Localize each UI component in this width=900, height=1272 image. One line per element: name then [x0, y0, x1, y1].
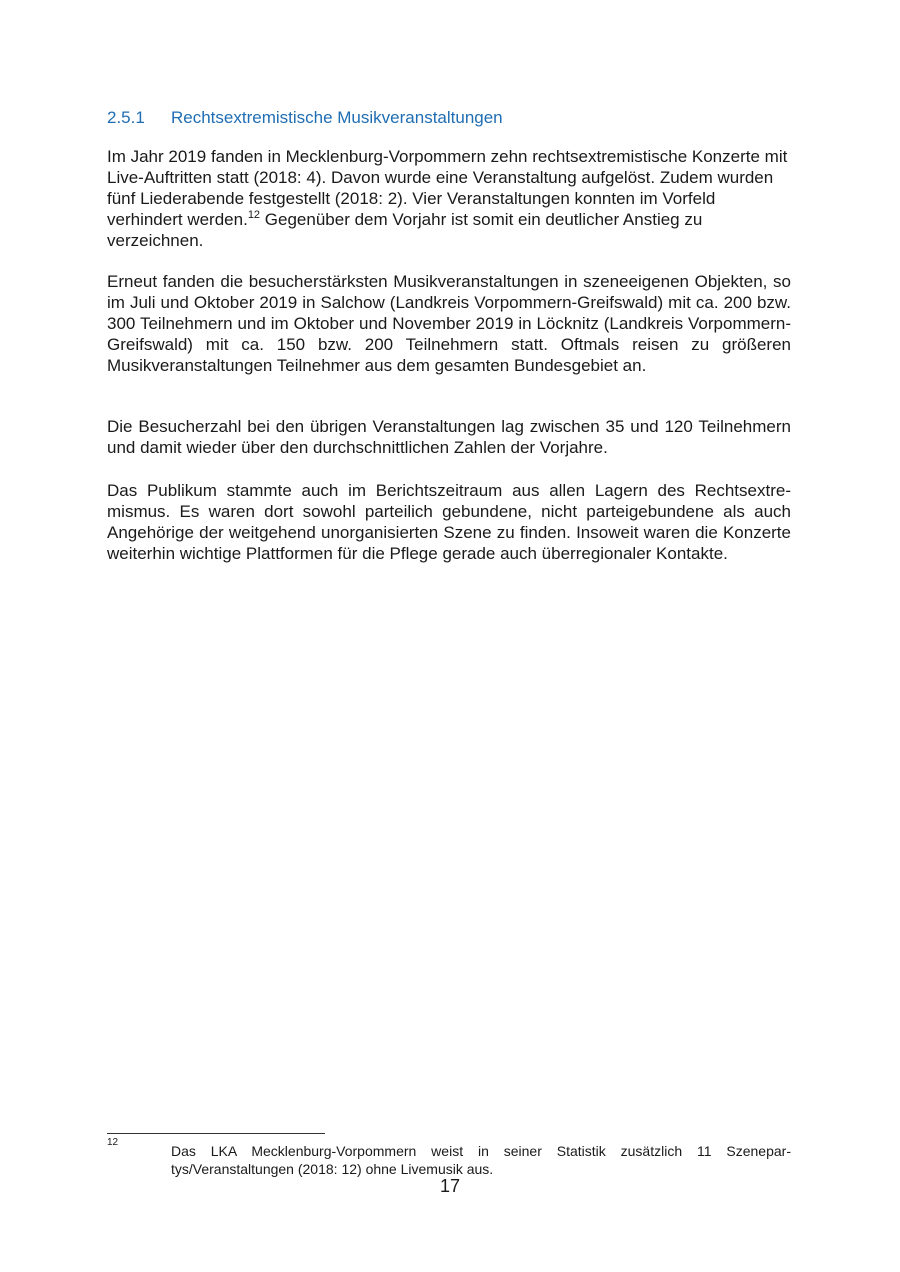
page-number: 17	[439, 1176, 461, 1196]
section-heading	[107, 107, 797, 129]
footnote-mark: 12	[107, 1137, 119, 1148]
paragraph-2: Erneut fanden die besucherstärksten Musikveranstaltungen in szeneeigenen Objekten, so im Juli und Oktober 2019 in Salchow (Landkreis Vorpommern-Greifswald) mit ca. 200 bzw. 300 Teilnehmern und im Oktober und November 2019 in Löcknitz (Landkreis Vorpommern-Greifswald) mit ca. 150 bzw. 200 Teilnehmern statt. Oftmals reisen zu größeren Musikveranstaltungen Teilnehmer aus dem gesamten Bundesgebiet an.	[107, 272, 791, 375]
paragraph-1-text-b: Gegenüber dem Vorjahr ist somit ein deutlicher Anstieg zu verzeichnen.	[107, 210, 703, 250]
paragraph-1-text-a: Im Jahr 2019 fanden in Mecklenburg-Vorpommern zehn rechtsextremistische Konzerte mit Live-Auftritten statt (2018: 4). Davon wurde eine Veranstaltung aufgelöst. Zudem wurden fünf Liederabende festgestellt (2018: 2). Vier Veranstaltungen konnten im Vorfeld verhindert werden.	[107, 147, 788, 229]
footnote-divider	[107, 1133, 325, 1134]
footnote-reference[interactable]: 12	[247, 209, 261, 221]
paragraph-4: Das Publikum stammte auch im Berichtszeitraum aus allen Lagern des Rechtsextremismus. Es waren dort sowohl parteilich gebundene, nicht parteigebundene als auch Angehörige der weitgehend unorganisierten Szene zu finden. Insoweit waren die Konzerte weiterhin wichtige Plattformen für die Pflege gerade auch überregionaler Kontakte.	[107, 481, 791, 563]
section-title: Rechtsextremistische Musikveranstaltungen	[171, 108, 503, 127]
footnote	[107, 1137, 791, 1178]
paragraph-1	[107, 146, 791, 251]
footnote-text: Das LKA Mecklenburg-Vorpommern weist in seiner Statistik zusätzlich 11 Szenepartys/Veranstaltungen (2018: 12) ohne Livemusik aus.	[171, 1143, 791, 1177]
section-number: 2.5.1	[107, 108, 145, 127]
paragraph-3: Die Besucherzahl bei den übrigen Veranstaltungen lag zwischen 35 und 120 Teilnehmern und damit wieder über den durchschnittlichen Zahlen der Vorjahre.	[107, 417, 791, 457]
